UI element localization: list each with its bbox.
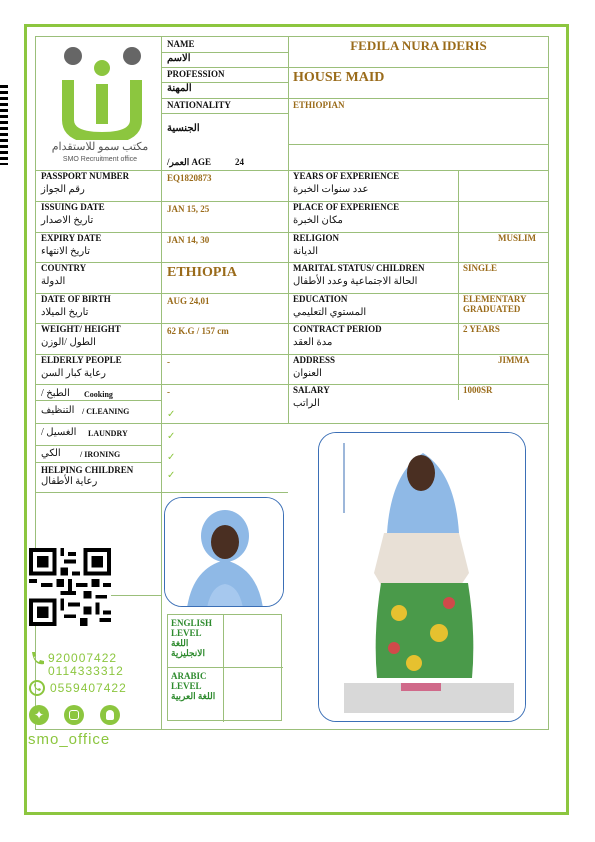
snapchat-icon[interactable] [100,705,120,725]
row-right-label-ar: الحالة الاجتماعية وعدد الأطفال [293,276,418,287]
row-right-label: CONTRACT PERIOD [293,324,382,334]
row-right-label: YEARS OF EXPERIENCE [293,171,400,181]
row-value: - [167,387,170,397]
whatsapp-icon [28,679,46,702]
row-label: DATE OF BIRTH [41,294,111,304]
check-icon: ✓ [167,431,176,442]
row-right-label-ar: العنوان [293,368,322,379]
profession-value: HOUSE MAID [293,70,385,85]
nationality-label-ar: الجنسية [167,123,200,134]
row-label: Cooking [84,390,113,399]
row-value: JAN 15, 25 [167,204,210,214]
row-right-label-ar: مكان الخبرة [293,215,343,226]
row-value: - [167,357,170,367]
row-right-label: PLACE OF EXPERIENCE [293,202,400,212]
row-right-label-ar: الديانة [293,246,319,257]
row-label-ar: رقم الجواز [41,184,85,195]
row-right-label: EDUCATION [293,294,348,304]
row-label-ar: الطبخ / [41,388,70,399]
row-label: WEIGHT/ HEIGHT [41,324,121,334]
skill-label-ar: التنظيف [41,405,75,416]
portrait-photo [164,497,284,607]
age-label: /العمر AGE [167,157,212,167]
row-label: PASSPORT NUMBER [41,171,130,181]
skill-label-ar: الكي [41,448,61,459]
row-value: EQ1820873 [167,173,212,183]
name-value: FEDILA NURA IDERIS [350,38,487,53]
skill-label-ar: الغسيل / [41,427,77,438]
row-label: EXPIRY DATE [41,233,102,243]
row-value: ETHIOPIA [167,265,238,280]
row-right-label-ar: مدة العقد [293,337,333,348]
qr-code [28,548,112,626]
nationality-label: NATIONALITY [167,100,231,110]
row-right-value: SINGLE [463,263,498,273]
check-icon: ✓ [167,470,176,481]
row-right-label: MARITAL STATUS/ CHILDREN [293,263,425,273]
profession-label-ar: المهنة [167,83,192,94]
language-box [167,614,282,721]
row-label-ar: الدولة [41,276,66,287]
row-right-value: 2 YEARS [463,324,500,334]
arabic-level-label: ARABIC LEVEL اللغة العربية [171,671,216,701]
row-right-label-ar: المستوي التعليمي [293,307,367,318]
social-handle[interactable]: smo_office [28,731,111,748]
row-right-label: SALARY [293,385,330,395]
nationality-value: ETHIOPIAN [293,100,345,110]
row-right-label: ADDRESS [293,355,336,365]
side-barcode-strip [0,85,8,165]
profession-label: PROFESSION [167,69,225,79]
row-value: AUG 24,01 [167,296,210,306]
row-right-value: JIMMA [498,355,530,365]
row-label-ar: تاريخ الميلاد [41,307,89,318]
skill-label: HELPING CHILDREN [41,465,134,475]
row-label: ISSUING DATE [41,202,105,212]
check-icon: ✓ [167,452,176,463]
logo-brand-en: SMO Recruitment office [62,156,138,163]
whatsapp-number: 0559407422 [50,681,127,695]
check-icon: ✓ [167,409,176,420]
phone-number-2: 0114333312 [48,664,124,678]
row-label-ar: تاريخ الاصدار [41,215,94,226]
name-label-ar: الاسم [167,53,191,64]
twitter-icon[interactable]: ✦ [29,705,49,725]
row-right-value: ELEMENTARY GRADUATED [463,294,527,314]
logo-brand-ar: مكتب سمو للاستقدام [51,141,149,153]
row-label: ELDERLY PEOPLE [41,355,122,365]
row-right-label: RELIGION [293,233,340,243]
skill-label-ar: رعاية الأطفال [41,476,98,487]
row-value: 62 K.G / 157 cm [167,326,229,336]
skill-label: / IRONING [80,450,121,459]
phone-number-1: 920007422 [48,651,118,665]
age-value: 24 [235,157,244,167]
row-label-ar: الطول /الوزن [41,337,96,348]
row-value: JAN 14, 30 [167,235,210,245]
skill-label: / CLEANING [82,407,130,416]
row-label-ar: رعاية كبار السن [41,368,106,379]
full-body-photo [318,432,526,722]
row-right-value: 1000SR [463,385,493,395]
row-right-label-ar: الراتب [293,398,320,409]
skill-label: LAUNDRY [88,429,128,438]
row-label: COUNTRY [41,263,87,273]
phone-icon [28,650,46,673]
english-level-label: ENGLISH LEVEL اللغة الانجليزية [171,618,213,658]
name-label: NAME [167,39,195,49]
row-right-label-ar: عدد سنوات الخبرة [293,184,369,195]
instagram-icon[interactable] [64,705,84,725]
row-right-value: MUSLIM [498,233,536,243]
row-label-ar: تاريخ الانتهاء [41,246,91,257]
